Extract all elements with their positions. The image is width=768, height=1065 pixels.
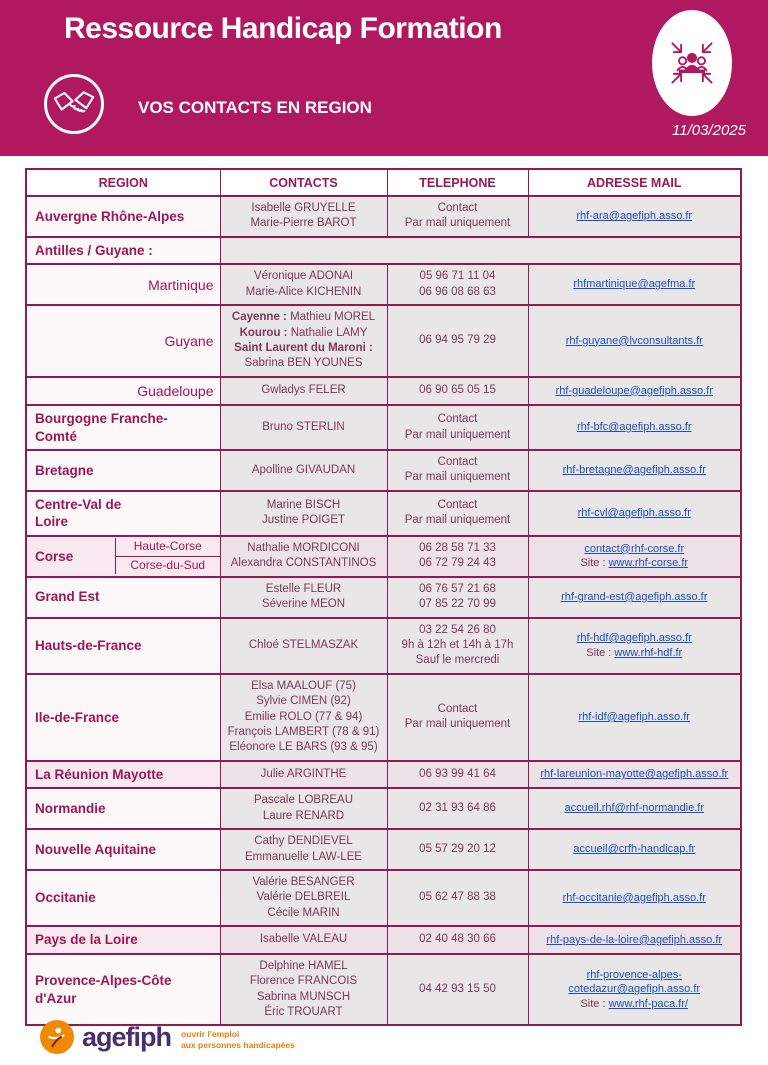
- telephone-cell: [387, 536, 528, 577]
- mail-cell: [528, 264, 741, 305]
- agefiph-tagline: [181, 1029, 295, 1050]
- table-row: [26, 196, 741, 237]
- region-cell: [26, 618, 220, 674]
- table-row: [26, 536, 741, 577]
- region-cell: [26, 264, 220, 305]
- mail-or-site-link[interactable]: accueil.rhf@rhf-normandie.fr: [564, 802, 705, 815]
- mail-cell: [528, 674, 741, 761]
- mail-cell: [528, 761, 741, 789]
- telephone-cell: [387, 788, 528, 829]
- cell-line: 02 31 93 64 86: [419, 802, 496, 815]
- region-label: Grand Est: [35, 589, 100, 605]
- telephone-cell: [387, 926, 528, 954]
- agefiph-logo-icon: [40, 1020, 74, 1054]
- telephone-cell: [387, 618, 528, 674]
- region-cell: [26, 405, 220, 450]
- cell-line: 06 96 08 68 63: [419, 285, 496, 298]
- region-cell: [26, 577, 220, 618]
- cell-line: Laure RENARD: [262, 809, 345, 822]
- contacts-cell: [220, 264, 387, 305]
- cell-line: [533, 384, 737, 399]
- empty-merged-cell: [220, 237, 741, 265]
- cell-line: [533, 631, 737, 646]
- cell-line: Elsa MAALOUF (75): [251, 679, 356, 692]
- col-header-region: REGION: [26, 169, 220, 196]
- cell-line: 06 28 58 71 33: [419, 541, 496, 554]
- contacts-cell: [220, 450, 387, 491]
- region-cell: [26, 450, 220, 491]
- mail-or-site-link[interactable]: rhf-pays-de-la-loire@agefiph.asso.fr: [546, 933, 723, 946]
- cell-line: Valérie DELBREIL: [256, 891, 351, 904]
- telephone-cell: [387, 761, 528, 789]
- table-row: [26, 618, 741, 674]
- cell-line: [533, 209, 737, 224]
- tagline-line2: aux personnes handicapées: [181, 1040, 295, 1050]
- region-label: Antilles / Guyane :: [35, 242, 153, 258]
- mail-cell: [528, 870, 741, 926]
- region-cell: [26, 674, 220, 761]
- mail-cell: [528, 788, 741, 829]
- cell-line: 03 22 54 26 80: [419, 623, 496, 636]
- cell-line: Cathy DENDIEVEL: [254, 835, 353, 848]
- cell-line: Sylvie CIMEN (92): [256, 695, 351, 708]
- subtitle: VOS CONTACTS EN REGION: [138, 98, 372, 117]
- cell-line: [533, 463, 737, 478]
- region-label: La Réunion Mayotte: [35, 766, 164, 782]
- cell-line: François LAMBERT (78 & 91): [227, 726, 380, 739]
- cell-line: [533, 420, 737, 435]
- region-label: Martinique: [148, 276, 214, 293]
- cell-line: Cayenne : Mathieu MOREL: [231, 311, 376, 324]
- cell-line: Par mail uniquement: [404, 514, 511, 527]
- handshake-icon: [44, 74, 104, 134]
- region-label: Guyane: [164, 332, 214, 349]
- telephone-cell: [387, 450, 528, 491]
- cell-line: [533, 933, 737, 948]
- region-label: Hauts-de-France: [35, 637, 142, 653]
- region-cell: [26, 870, 220, 926]
- mail-or-site-link[interactable]: rhf-bfc@agefiph.asso.fr: [577, 421, 692, 434]
- telephone-cell: [387, 264, 528, 305]
- cell-line: Par mail uniquement: [404, 428, 511, 441]
- agefiph-logo: [40, 1020, 295, 1054]
- mail-or-site-link[interactable]: rhf-ara@agefiph.asso.fr: [576, 210, 693, 223]
- telephone-cell: [387, 674, 528, 761]
- telephone-cell: [387, 954, 528, 1026]
- mail-or-site-link[interactable]: rhfmartinique@agefma.fr: [573, 278, 696, 291]
- mail-or-site-link[interactable]: rhf-occitanie@agefiph.asso.fr: [562, 891, 706, 904]
- mail-cell: [528, 405, 741, 450]
- table-row: [26, 870, 741, 926]
- cell-line: Marine BISCH: [266, 499, 341, 512]
- region-label: Normandie: [35, 801, 106, 817]
- mail-or-site-link[interactable]: rhf-lareunion-mayotte@agefiph.asso.fr: [540, 768, 729, 781]
- cell-line: Sabrina BEN YOUNES: [244, 357, 363, 370]
- cell-line: Alexandra CONSTANTINOS: [230, 557, 377, 570]
- mail-or-site-link[interactable]: rhf-grand-est@agefiph.asso.fr: [561, 590, 708, 603]
- cell-line: Site : www.rhf-hdf.fr: [586, 646, 683, 659]
- cell-line: Isabelle GRUYELLE: [251, 202, 356, 214]
- mail-or-site-link[interactable]: contact@rhf-corse.fr: [584, 542, 685, 555]
- cell-line: [533, 590, 737, 605]
- col-header-telephone: TELEPHONE: [387, 169, 528, 196]
- table-row: [26, 577, 741, 618]
- contacts-cell: [220, 761, 387, 789]
- region-cell: [26, 491, 220, 536]
- cell-line: Véronique ADONAI: [253, 270, 354, 283]
- mail-or-site-link[interactable]: accueil@crfh-handicap.fr: [573, 843, 696, 856]
- table-row: [26, 405, 741, 450]
- table-row: [26, 926, 741, 954]
- mail-cell: [528, 196, 741, 237]
- cell-line: 06 76 57 21 68: [419, 582, 496, 595]
- telephone-cell: [387, 491, 528, 536]
- cell-line: 05 62 47 88 38: [419, 891, 496, 904]
- cell-line: Sauf le mercredi: [415, 654, 500, 667]
- cell-line: Bruno STERLIN: [262, 420, 345, 433]
- cell-line: [533, 968, 737, 997]
- cell-line: Eléonore LE BARS (93 & 95): [229, 741, 378, 754]
- tagline-line1: ouvrir l'emploi: [181, 1029, 240, 1040]
- mail-cell: [528, 450, 741, 491]
- mail-or-site-link[interactable]: rhf-bretagne@agefiph.asso.fr: [562, 464, 706, 477]
- region-label: Guadeloupe: [137, 382, 214, 399]
- mail-or-site-link[interactable]: rhf-cvl@agefiph.asso.fr: [577, 507, 691, 520]
- cell-line: [533, 277, 737, 292]
- table-row: [26, 237, 741, 265]
- cell-line: Sabrina MUNSCH: [256, 990, 351, 1003]
- table-row: [26, 674, 741, 761]
- region-label: Provence-Alpes-Côte: [35, 973, 172, 989]
- cell-line: Justine POIGET: [261, 514, 346, 527]
- region-cell: [26, 377, 220, 405]
- region-cell: [26, 237, 220, 265]
- cell-line: 07 85 22 70 99: [419, 598, 496, 611]
- cell-line: Site : www.rhf-paca.fr/: [580, 997, 689, 1010]
- cell-line: 06 93 99 41 64: [419, 767, 496, 780]
- cell-line: Par mail uniquement: [404, 718, 511, 731]
- cell-line: Gwladys FELER: [261, 384, 346, 397]
- cell-line: Séverine MEON: [261, 598, 346, 611]
- cell-line: Contact: [437, 413, 478, 426]
- date-label: 11/03/2025: [672, 122, 746, 139]
- mail-or-site-link[interactable]: www.rhf-corse.fr: [608, 557, 689, 570]
- cell-line: Florence FRANCOIS: [249, 975, 358, 988]
- cell-line: Par mail uniquement: [404, 471, 511, 484]
- region-label: Loire: [35, 514, 69, 530]
- mail-cell: [528, 618, 741, 674]
- region-cell: [26, 761, 220, 789]
- cell-line: Contact: [437, 202, 478, 214]
- cell-line: [533, 542, 737, 557]
- contacts-cell: [220, 491, 387, 536]
- cell-line: Isabelle VALEAU: [259, 933, 348, 946]
- sub-region-label: Corse-du-Sud: [116, 556, 220, 575]
- cell-line: Delphine HAMEL: [259, 959, 348, 972]
- region-label: Occitanie: [35, 890, 96, 906]
- region-label: Bretagne: [35, 462, 94, 478]
- contacts-cell: [220, 577, 387, 618]
- cell-line: Site : www.rhf-corse.fr: [580, 557, 689, 570]
- contacts-cell: [220, 196, 387, 237]
- cell-line: Contact: [437, 499, 478, 512]
- region-cell: [26, 196, 220, 237]
- contacts-cell: [220, 788, 387, 829]
- col-header-mail: ADRESSE MAIL: [528, 169, 741, 196]
- mail-or-site-link[interactable]: rhf-guadeloupe@agefiph.asso.fr: [555, 384, 713, 397]
- cell-line: 06 72 79 24 43: [419, 557, 496, 570]
- cell-line: Pascale LOBREAU: [253, 794, 354, 807]
- mail-cell: [528, 305, 741, 377]
- region-label: Bourgogne Franche-: [35, 410, 168, 426]
- cell-line: 06 90 65 05 15: [419, 384, 496, 397]
- table-row: [26, 377, 741, 405]
- cell-line: Kourou : Nathalie LAMY: [239, 326, 368, 339]
- cell-line: [533, 767, 737, 782]
- region-cell: [26, 305, 220, 377]
- telephone-cell: [387, 377, 528, 405]
- region-label: Comté: [35, 428, 78, 444]
- cell-line: 05 57 29 20 12: [419, 842, 496, 855]
- region-label: Corse: [35, 548, 74, 564]
- mail-or-site-link[interactable]: www.rhf-paca.fr/: [608, 997, 689, 1010]
- contacts-cell: [220, 536, 387, 577]
- mail-cell: [528, 926, 741, 954]
- mail-cell: [528, 491, 741, 536]
- mail-or-site-link[interactable]: rhf-provence-alpes-cotedazur@agefiph.asso.fr: [568, 968, 701, 996]
- table-row: [26, 788, 741, 829]
- table-row: [26, 954, 741, 1026]
- table-row: [26, 829, 741, 870]
- cell-line: Cécile MARIN: [267, 906, 340, 919]
- contacts-cell: [220, 954, 387, 1026]
- cell-line: [533, 334, 737, 349]
- cell-line: Éric TROUART: [264, 1006, 343, 1019]
- region-cell: [26, 954, 220, 1026]
- cell-line: Par mail uniquement: [404, 217, 511, 230]
- contacts-cell: [220, 674, 387, 761]
- region-label: Ile-de-France: [35, 709, 120, 725]
- telephone-cell: [387, 577, 528, 618]
- mail-cell: [528, 954, 741, 1026]
- region-cell: [26, 536, 220, 577]
- cell-line: Contact: [437, 456, 478, 469]
- mail-cell: [528, 536, 741, 577]
- cell-line: [533, 506, 737, 521]
- region-label: Pays de la Loire: [35, 932, 138, 948]
- table-row: [26, 450, 741, 491]
- table-header-row: [26, 169, 741, 196]
- telephone-cell: [387, 305, 528, 377]
- mail-cell: [528, 577, 741, 618]
- cell-line: 05 96 71 11 04: [419, 270, 496, 283]
- contacts-cell: [220, 870, 387, 926]
- cell-line: Contact: [437, 702, 478, 715]
- cell-line: Valérie BESANGER: [252, 876, 355, 889]
- cell-line: [533, 801, 737, 816]
- mail-cell: [528, 377, 741, 405]
- table-row: [26, 305, 741, 377]
- cell-line: Marie-Alice KICHENIN: [245, 285, 362, 298]
- sub-region-label: Haute-Corse: [133, 539, 202, 554]
- mail-or-site-link[interactable]: rhf-hdf@agefiph.asso.fr: [576, 631, 692, 644]
- contacts-cell: [220, 377, 387, 405]
- cell-line: 02 40 48 30 66: [419, 933, 496, 946]
- contacts-cell: [220, 926, 387, 954]
- cell-line: 9h à 12h et 14h à 17h: [401, 639, 514, 652]
- cell-line: Emmanuelle LAW-LEE: [245, 850, 362, 863]
- region-label: Nouvelle Aquitaine: [35, 841, 157, 857]
- cell-line: Saint Laurent du Maroni :: [234, 341, 373, 354]
- header-band: [0, 0, 768, 156]
- cell-line: Chloé STELMASZAK: [248, 639, 359, 652]
- table-row: [26, 491, 741, 536]
- table-row: [26, 264, 741, 305]
- cell-line: Julie ARGINTHE: [260, 767, 347, 780]
- agefiph-logo-text: agefiph: [82, 1021, 172, 1052]
- contacts-cell: [220, 618, 387, 674]
- region-label: Centre-Val de: [35, 496, 122, 512]
- contacts-cell: [220, 305, 387, 377]
- telephone-cell: [387, 870, 528, 926]
- cell-line: Estelle FLEUR: [265, 582, 342, 595]
- telephone-cell: [387, 405, 528, 450]
- col-header-contacts: CONTACTS: [220, 169, 387, 196]
- cell-line: [533, 710, 737, 725]
- mail-or-site-link[interactable]: rhf-guyane@lvconsultants.fr: [565, 334, 703, 347]
- mail-or-site-link[interactable]: www.rhf-hdf.fr: [614, 646, 683, 659]
- cell-line: Marie-Pierre BAROT: [250, 217, 357, 230]
- meeting-icon: [652, 10, 732, 116]
- telephone-cell: [387, 829, 528, 870]
- region-cell: [26, 926, 220, 954]
- cell-line: [533, 842, 737, 857]
- cell-line: Emilie ROLO (77 & 94): [244, 710, 363, 723]
- cell-line: Nathalie MORDICONI: [247, 541, 360, 554]
- mail-or-site-link[interactable]: rhf-idf@agefiph.asso.fr: [578, 710, 690, 723]
- mail-cell: [528, 829, 741, 870]
- cell-line: 06 94 95 79 29: [419, 334, 496, 347]
- cell-line: Apolline GIVAUDAN: [251, 463, 356, 476]
- page-title: Ressource Handicap Formation: [64, 12, 502, 45]
- region-label: d'Azur: [35, 990, 77, 1006]
- contacts-table-wrapper: [25, 168, 740, 1026]
- contacts-cell: [220, 829, 387, 870]
- contacts-cell: [220, 405, 387, 450]
- region-cell: [26, 829, 220, 870]
- table-row: [26, 761, 741, 789]
- telephone-cell: [387, 196, 528, 237]
- contacts-table: [25, 168, 742, 1026]
- cell-line: [533, 891, 737, 906]
- cell-line: 04 42 93 15 50: [419, 982, 496, 995]
- region-label: Auvergne Rhône-Alpes: [35, 208, 185, 224]
- region-cell: [26, 788, 220, 829]
